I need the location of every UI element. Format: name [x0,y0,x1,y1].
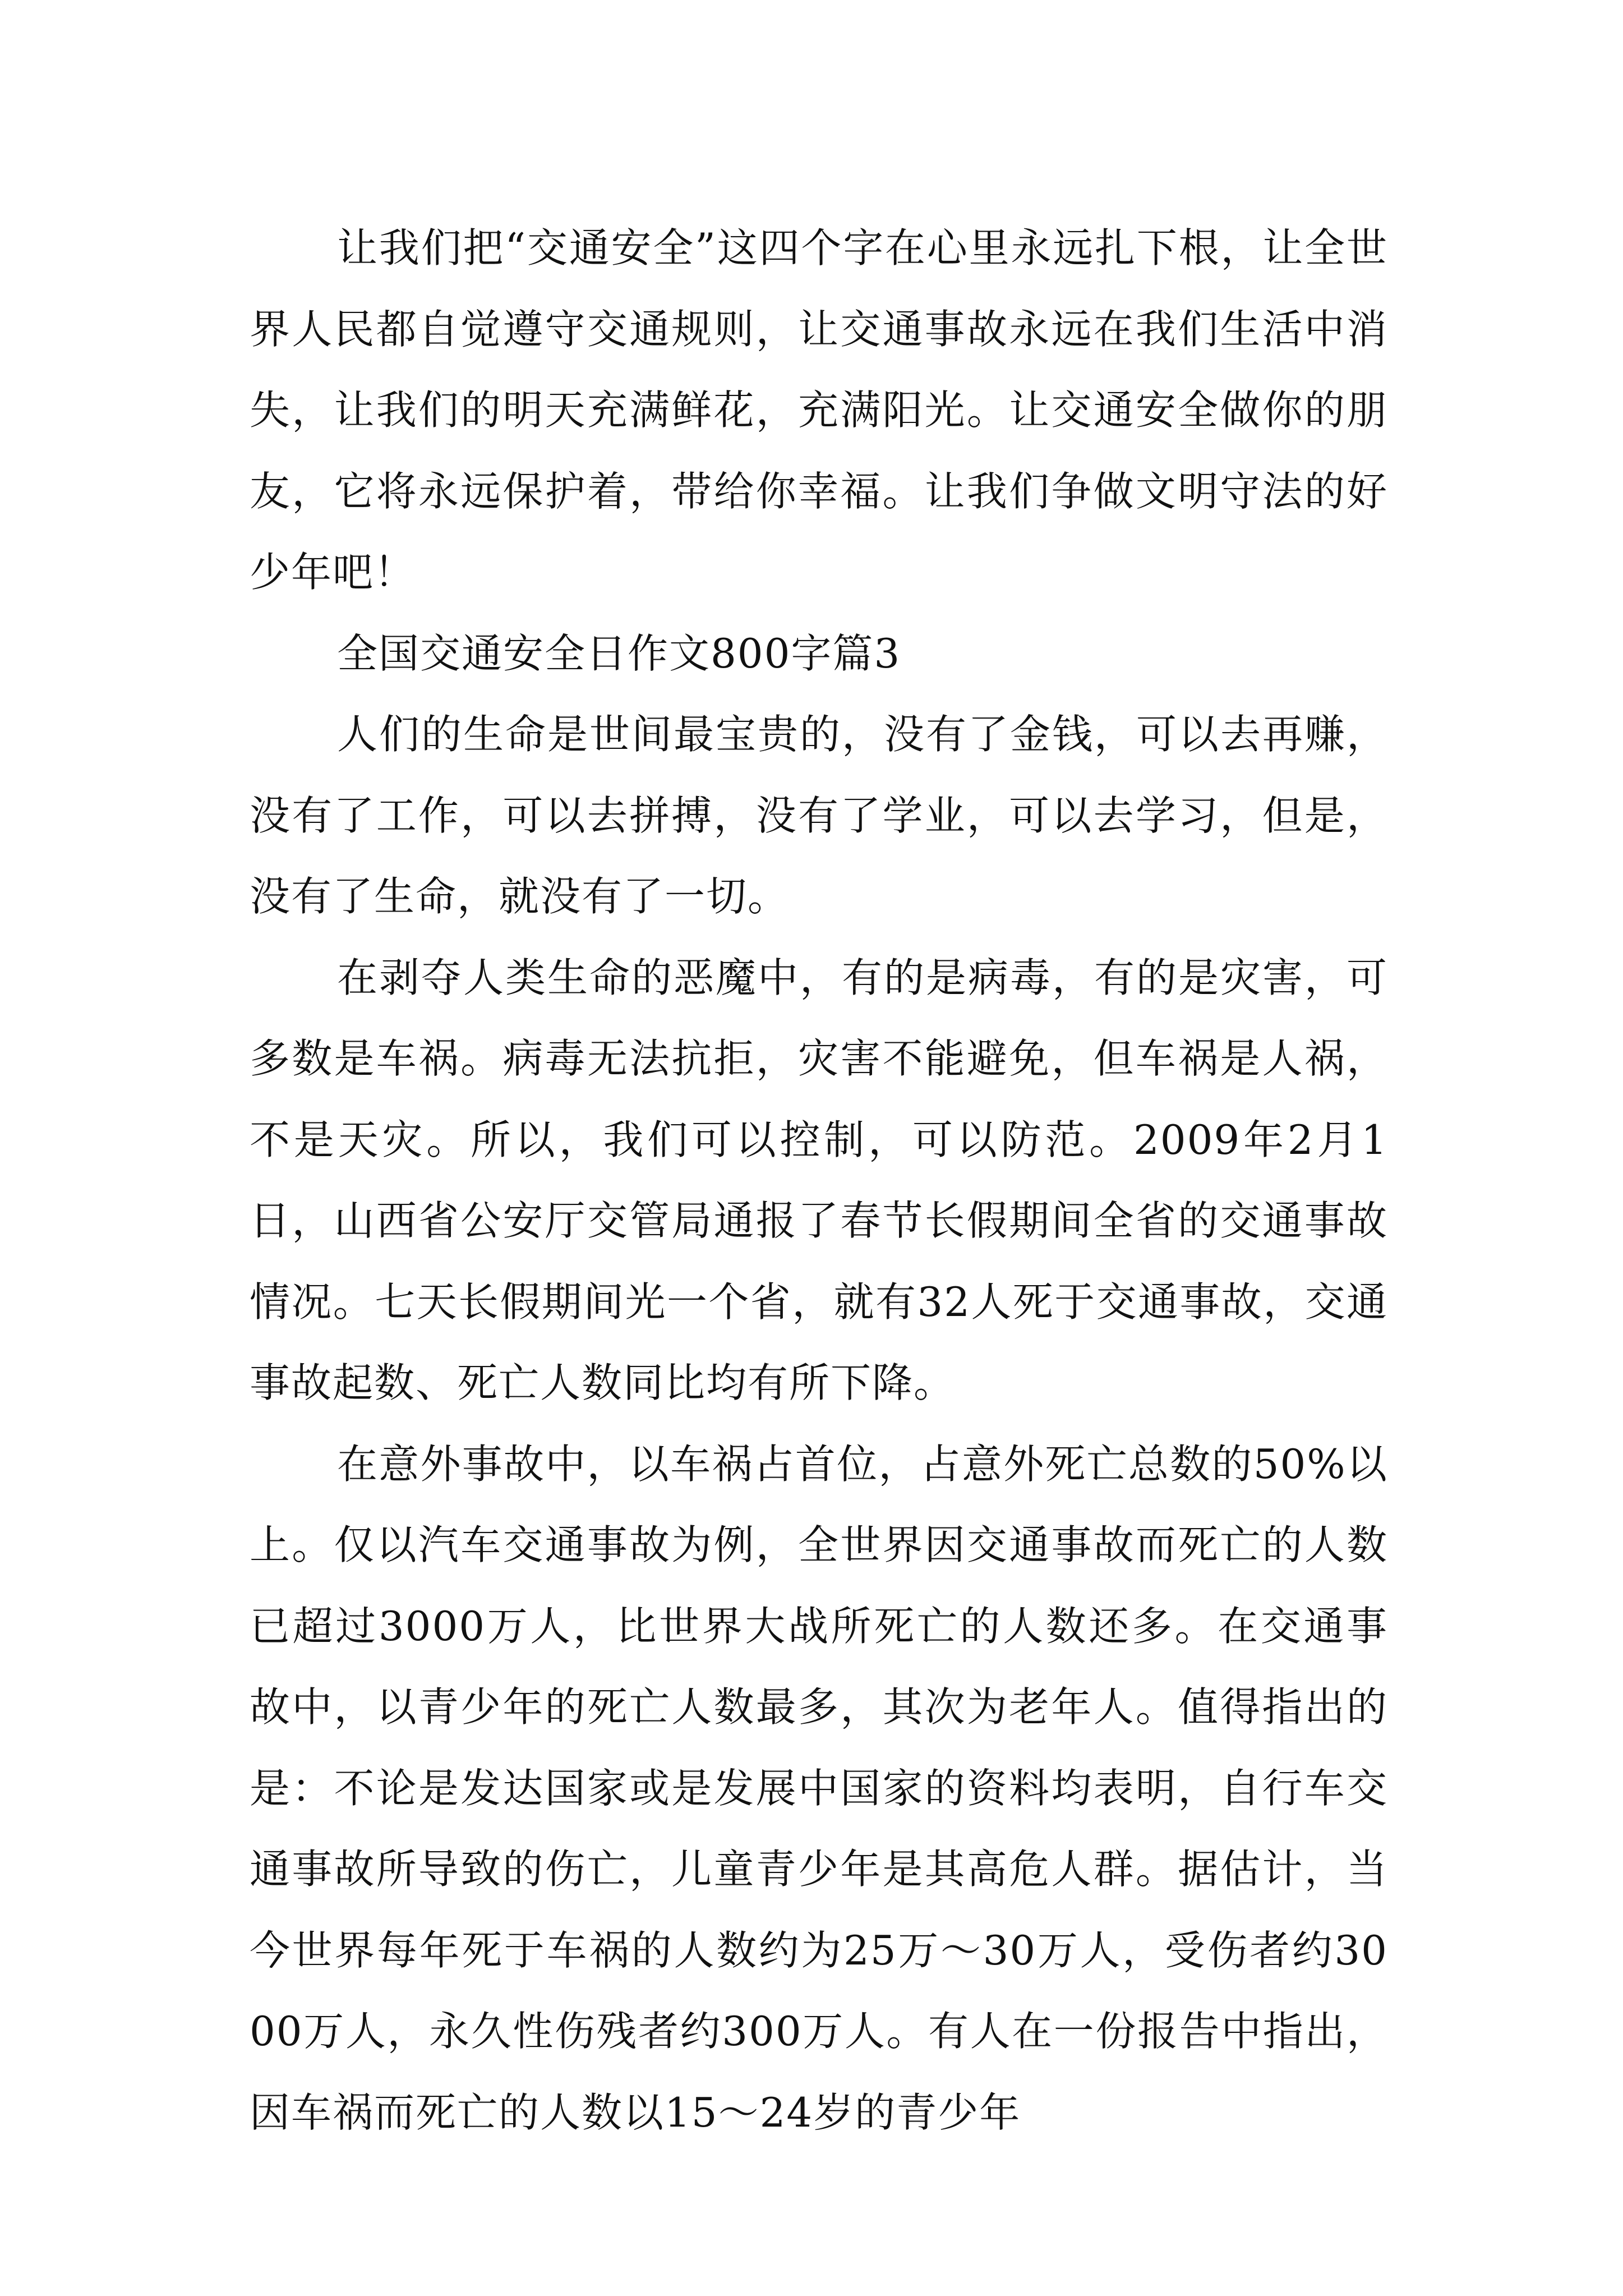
paragraph-accident-statistics: 在意外事故中，以车祸占首位，占意外死亡总数的50%以上。仅以汽车交通事故为例，全世界因交通事故而死亡的人数已超过3000万人，比世界大战所死亡的人数还多。在交通事故中，以青少年的死亡人数最多，其次为老年人。值得指出的是：不论是发达国家或是发展中国家的资料均表明，自行车交通事故所导致的伤亡，儿童青少年是其高危人群。据估计，当今世界每年死于车祸的人数约为25万～30万人，受伤者约3000万人，永久性伤残者约300万人。有人在一份报告中指出，因车祸而死亡的人数以15～24岁的青少年 [250,1440,1388,2136]
essay-title: 全国交通安全日作文800字篇3 [337,629,901,677]
paragraph-accident-report: 在剥夺人类生命的恶魔中，有的是病毒，有的是灾害，可多数是车祸。病毒无法抗拒，灾害不能避免，但车祸是人祸，不是天灾。所以，我们可以控制，可以防范。2009年2月1日，山西省公安厅交管局通报了春节长假期间全省的交通事故情况。七天长假期间光一个省，就有32人死于交通事故，交通事故起数、死亡人数同比均有所下降。 [250,954,1388,1406]
paragraph-life-value: 人们的生命是世间最宝贵的，没有了金钱，可以去再赚，没有了工作，可以去拼搏，没有了学业，可以去学习，但是，没有了生命，就没有了一切。 [250,711,1388,920]
document-body [250,208,1388,2153]
paragraph-closing-appeal: 让我们把“交通安全”这四个字在心里永远扎下根，让全世界人民都自觉遵守交通规则，让交通事故永远在我们生活中消失，让我们的明天充满鲜花，充满阳光。让交通安全做你的朋友，它将永远保护着，带给你幸福。让我们争做文明守法的好少年吧！ [250,224,1388,596]
